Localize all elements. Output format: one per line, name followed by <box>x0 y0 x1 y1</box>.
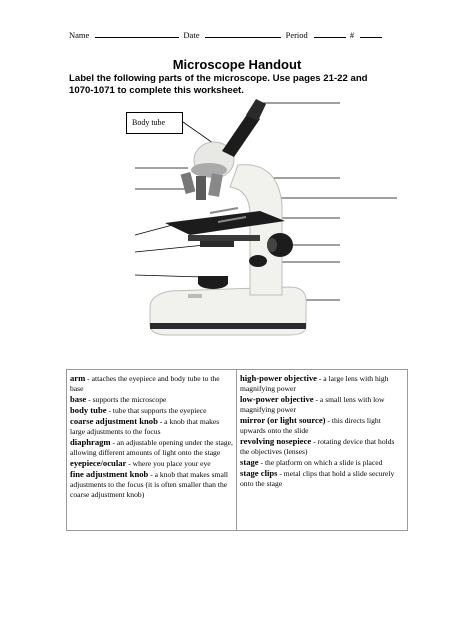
definition-item <box>70 469 233 500</box>
name-blank[interactable] <box>95 29 179 38</box>
term: stage <box>240 457 259 467</box>
base-plate <box>188 294 202 298</box>
term: low-power objective <box>240 394 314 404</box>
definition: - this directs light upwards onto the slide <box>240 416 381 435</box>
stage-edge <box>188 235 260 241</box>
term: mirror (or light source) <box>240 415 326 425</box>
definitions-column-left <box>67 370 237 530</box>
number-label: # <box>349 30 355 40</box>
definition: - supports the microscope <box>86 395 167 404</box>
definitions-column-right <box>237 370 407 530</box>
definition: - tube that supports the eyepiece <box>106 406 207 415</box>
fine-adjustment-knob <box>249 255 267 267</box>
definition: - where you place your eye <box>126 459 211 468</box>
base-foot <box>150 323 306 329</box>
microscope-illustration <box>110 95 410 345</box>
definition-item <box>240 436 404 457</box>
definition-item <box>70 373 233 394</box>
term: eyepiece/ocular <box>70 458 127 468</box>
period-blank[interactable] <box>314 29 346 38</box>
definition: - an adjustable opening under the stage, allowing different amounts of light onto the stage <box>70 438 233 457</box>
name-label: Name <box>69 30 90 40</box>
objective-middle <box>196 176 206 200</box>
page-title: Microscope Handout <box>172 57 302 72</box>
instructions: Label the following parts of the microscope. Use pages 21-22 and 1070-1071 to complete this worksheet. <box>69 73 368 96</box>
definition-item <box>240 415 404 436</box>
low-power-objective <box>181 172 196 194</box>
light-source-housing <box>198 276 228 284</box>
label-line-light-source[interactable] <box>135 275 202 277</box>
term: stage clips <box>240 468 278 478</box>
definition: - rotating device that holds the objectives (lenses) <box>240 437 395 456</box>
number-blank[interactable] <box>360 29 382 38</box>
term: arm <box>70 373 86 383</box>
definition: - metal clips that hold a slide securely onto the stage <box>240 469 395 488</box>
microscope-arm <box>230 165 282 295</box>
term: coarse adjustment knob <box>70 416 158 426</box>
definition-item <box>240 457 404 468</box>
parts-definitions-table <box>66 369 408 531</box>
diaphragm <box>200 241 234 247</box>
student-info-header <box>69 29 384 40</box>
definition: - attaches the eyepiece and body tube to the base <box>70 374 220 393</box>
definition-item <box>240 468 404 489</box>
period-label: Period <box>285 30 308 40</box>
definition-item <box>70 416 233 437</box>
definition-item <box>240 373 404 394</box>
body-tube <box>222 113 260 157</box>
definition: - a knob that makes small adjustments to the focus (it is often smaller than the coarse adjustment knob) <box>70 470 229 499</box>
date-blank[interactable] <box>205 29 281 38</box>
term: base <box>70 394 87 404</box>
definition-item <box>240 394 404 415</box>
term: fine adjustment knob <box>70 469 149 479</box>
term: diaphragm <box>70 437 111 447</box>
definition-item <box>70 437 233 458</box>
definition: - a small lens with low magnifying power <box>240 395 385 414</box>
label-line-diaphragm[interactable] <box>135 245 205 252</box>
coarse-knob-cap <box>267 238 277 252</box>
definition-item <box>70 394 233 405</box>
term: high-power objective <box>240 373 317 383</box>
term: body tube <box>70 405 107 415</box>
definition-item <box>70 458 233 469</box>
date-label: Date <box>183 30 200 40</box>
term: revolving nosepiece <box>240 436 312 446</box>
nosepiece-ring <box>191 163 227 177</box>
definition: - a knob that makes large adjustments to the focus <box>70 417 220 436</box>
stage-clip-1 <box>210 208 238 213</box>
definition-item <box>70 405 233 416</box>
definition: - the platform on which a slide is placed <box>258 458 383 467</box>
definition: - a large lens with high magnifying power <box>240 374 389 393</box>
body-tube-label-box: Body tube <box>126 112 183 134</box>
